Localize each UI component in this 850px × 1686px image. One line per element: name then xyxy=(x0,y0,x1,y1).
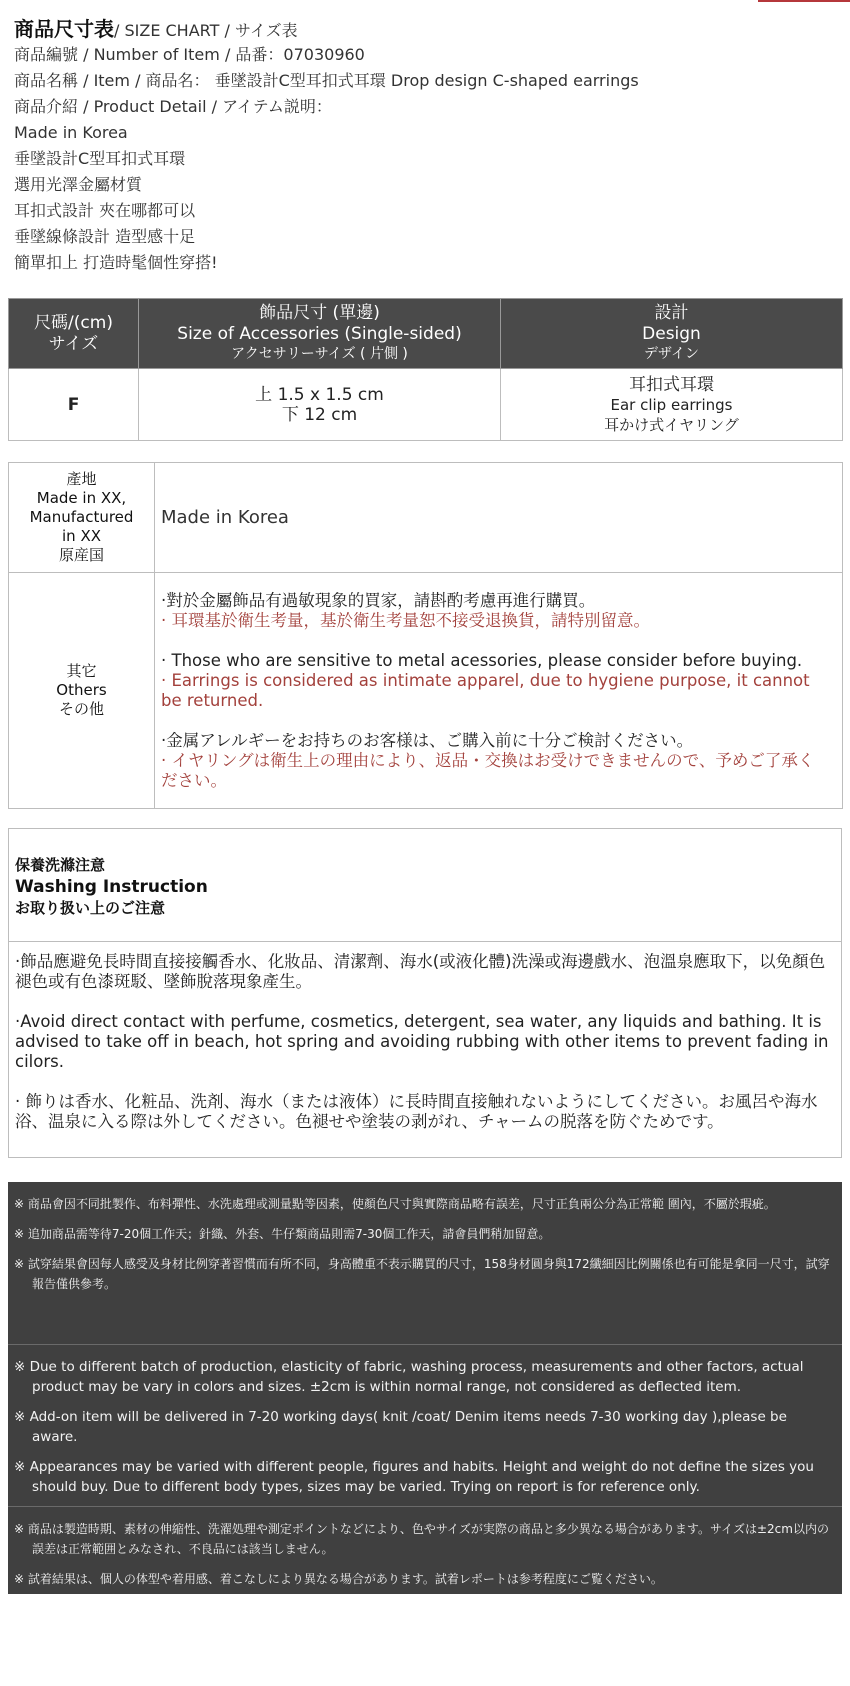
label-line: 產地 xyxy=(66,470,97,488)
header-line: サイズ xyxy=(48,333,99,354)
note-item: ※ 商品會因不同批製作、布料彈性、水洗處理或測量點等因素，使顏色尺寸與實際商品略有誤差，尺寸正負兩公分為正常範 圍內，不屬於瑕疵。 xyxy=(14,1197,776,1211)
notes-en xyxy=(8,1345,842,1507)
washing-text-jp: · 飾りは香水、化粧品、洗剤、海水（または液体）に長時間直接触れないようにしてください。お風呂や海水浴、温泉に入る際は外してください。色褪せや塗装の剥がれ、チャームの脱落を防ぐためです。 xyxy=(15,1092,818,1131)
header-line: 飾品尺寸 (單邊) xyxy=(259,303,380,323)
dimension-bottom: 下 12 cm xyxy=(281,404,358,425)
info-table xyxy=(8,462,843,809)
others-label xyxy=(9,573,155,809)
warning-text: · Earrings is considered as intimate apparel, due to hygiene purpose, it cannot be returned. xyxy=(161,670,810,710)
design-jp: 耳かけ式イヤリング xyxy=(604,415,739,434)
notes-zh xyxy=(8,1182,842,1345)
note-item: ※ 商品は製造時期、素材の伸縮性、洗濯処理や測定ポイントなどにより、色やサイズが実際の商品と多少異なる場合があります。サイズは±2cm以内の誤差は正常範囲とみなされ、不良品には該当しません。 xyxy=(14,1522,829,1556)
detail-line: 簡單扣上 打造時髦個性穿搭! xyxy=(14,253,218,272)
note-item: ※ 試穿結果會因每人感受及身材比例穿著習慣而有所不同，身高體重不表示購買的尺寸，158身材圓身與172纖細因比例關係也有可能是拿同一尺寸，試穿報告僅供參考。 xyxy=(14,1257,830,1291)
dimension-cell xyxy=(139,369,501,441)
design-en: Ear clip earrings xyxy=(610,395,733,414)
title-main: 商品尺寸表 xyxy=(14,17,114,41)
label-line: 原産国 xyxy=(58,546,104,564)
size-table xyxy=(8,298,843,441)
notice-text: ·金属アレルギーをお持ちのお客様は、ご購入前に十分ご検討ください。 xyxy=(161,730,694,750)
header-line: Design xyxy=(642,324,701,344)
notes-panel xyxy=(8,1182,842,1594)
header-line: Size of Accessories (Single-sided) xyxy=(177,324,462,344)
washing-text-zh: ·飾品應避免長時間直接接觸香水、化妝品、清潔劑、海水(或液化體)洗澡或海邊戲水、泡溫泉應取下，以免顏色褪色或有色漆斑駁、墜飾脫落現象產生。 xyxy=(15,952,826,991)
warning-text: · イヤリングは衛生上の理由により、返品・交換はお受けできませんので、予めご了承ください。 xyxy=(161,750,815,790)
detail-line: 垂墜線條設計 造型感十足 xyxy=(14,227,196,246)
notes-jp xyxy=(8,1507,842,1594)
detail-line: Made in Korea xyxy=(14,123,128,142)
detail-line: 選用光澤金屬材質 xyxy=(14,175,143,194)
washing-instruction-box xyxy=(8,828,842,1158)
washing-title-jp: お取り扱い上のご注意 xyxy=(15,899,166,917)
header-line: アクセサリーサイズ ( 片側 ) xyxy=(231,346,408,362)
title-sub: / SIZE CHART / サイズ表 xyxy=(114,21,298,40)
size-column-header xyxy=(9,299,139,369)
accessory-size-column-header xyxy=(139,299,501,369)
label-line: Manufactured xyxy=(29,508,134,526)
header-line: デザイン xyxy=(643,346,700,362)
item-number: 商品編號 / Number of Item / 品番：07030960 xyxy=(14,45,365,64)
product-header xyxy=(14,16,814,276)
item-name: 商品名稱 / Item / 商品名： 垂墜設計C型耳扣式耳環 Drop design C-shaped earrings xyxy=(14,71,639,90)
product-detail-label: 商品介紹 / Product Detail / アイテム説明： xyxy=(14,97,332,116)
design-column-header xyxy=(501,299,843,369)
detail-line: 耳扣式設計 夾在哪都可以 xyxy=(14,201,196,220)
note-item: ※ Appearances may be varied with different people, figures and habits. Height and weight do not define the sizes you should buy. Due to different body types, sizes may be varied. Trying on report is for reference only. xyxy=(14,1459,814,1495)
label-line: Others xyxy=(56,681,107,699)
note-item: ※ Due to different batch of production, elasticity of fabric, washing process, measurements and other factors, actual product may be vary in colors and sizes. ±2cm is within normal range, not considered as deflected item. xyxy=(14,1359,804,1395)
washing-text-en: ·Avoid direct contact with perfume, cosmetics, detergent, sea water, any liquids and bathing. It is advised to take off in beach, hot spring and avoiding rubbing with other items to prevent fading in cilors. xyxy=(15,1012,829,1071)
detail-line: 垂墜設計C型耳扣式耳環 xyxy=(14,149,186,168)
washing-title-zh: 保養洗滌注意 xyxy=(15,856,106,874)
label-line: その他 xyxy=(58,700,104,718)
size-chart-title xyxy=(14,16,814,42)
label-line: 其它 xyxy=(66,662,97,680)
washing-title-en: Washing Instruction xyxy=(15,877,208,897)
notice-text: · Those who are sensitive to metal acessories, please consider before buying. xyxy=(161,650,803,670)
design-cell xyxy=(501,369,843,441)
design-zh: 耳扣式耳環 xyxy=(629,374,714,395)
label-line: Made in XX, xyxy=(36,489,127,507)
origin-value: Made in Korea xyxy=(155,463,843,573)
size-cell: F xyxy=(9,369,139,441)
others-row xyxy=(9,573,843,809)
note-item: ※ 試着結果は、個人の体型や着用感、着こなしにより異なる場合があります。試着レポートは参考程度にご覧ください。 xyxy=(14,1572,663,1586)
washing-body xyxy=(9,942,841,1132)
warning-text: · 耳環基於衛生考量，基於衛生考量恕不接受退換貨，請特別留意。 xyxy=(161,610,650,630)
notice-text: ·對於金屬飾品有過敏現象的買家，請斟酌考慮再進行購買。 xyxy=(161,590,596,610)
others-content xyxy=(155,573,843,809)
origin-row xyxy=(9,463,843,573)
header-line: 設計 xyxy=(654,303,689,323)
size-table-header-row xyxy=(9,299,843,369)
origin-label xyxy=(9,463,155,573)
top-accent-line xyxy=(758,0,850,2)
note-item: ※ 追加商品需等待7-20個工作天；針織、外套、牛仔類商品則需7-30個工作天，請會員們稍加留意。 xyxy=(14,1227,551,1241)
header-line: 尺碼/(cm) xyxy=(34,312,113,333)
washing-header xyxy=(9,829,841,942)
note-item: ※ Add-on item will be delivered in 7-20 working days( knit /coat/ Denim items needs 7-30 working day ),please be aware. xyxy=(14,1409,787,1445)
dimension-top: 上 1.5 x 1.5 cm xyxy=(255,384,384,405)
table-row xyxy=(9,369,843,441)
label-line: in XX xyxy=(62,527,101,545)
